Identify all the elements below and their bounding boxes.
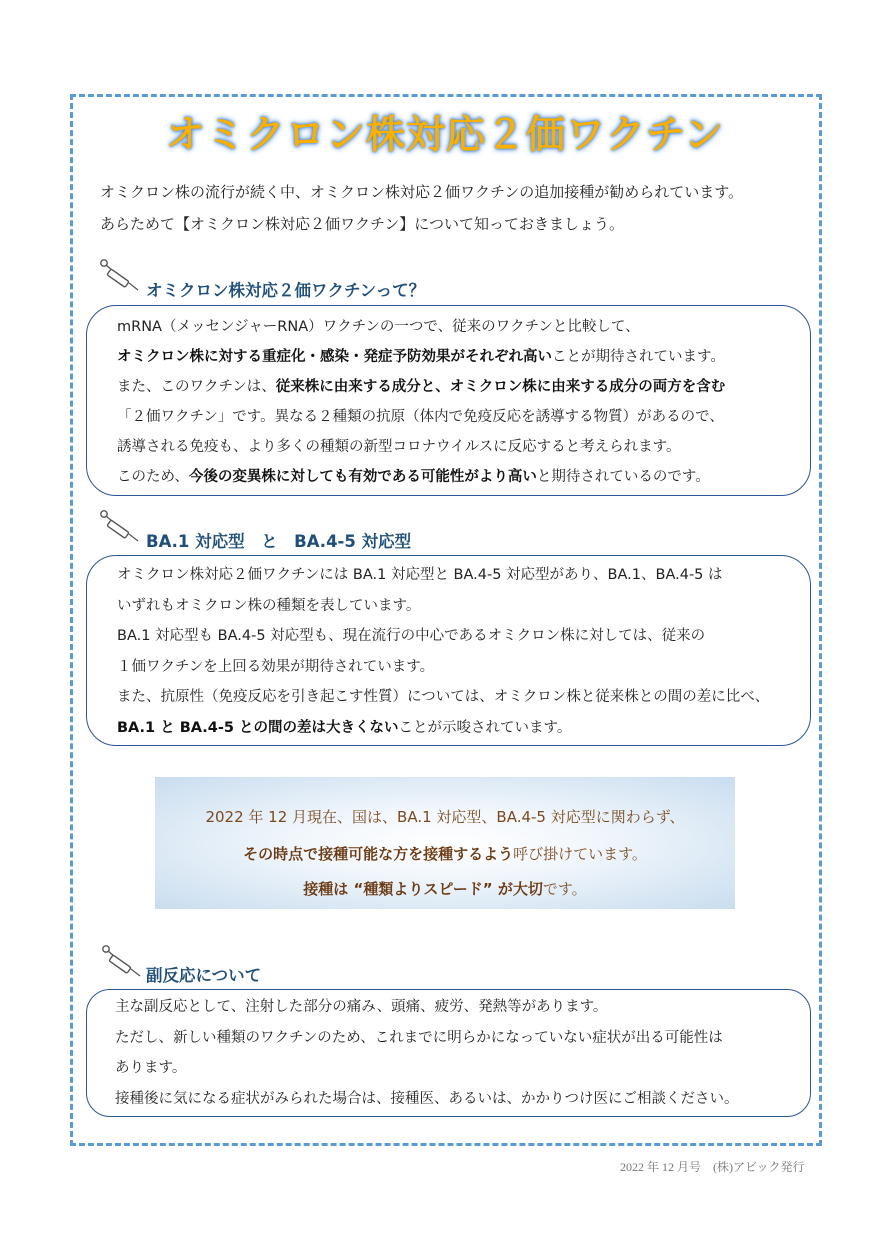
box-line: また、このワクチンは、従来株に由来する成分と、オミクロン株に由来する成分の両方を含む <box>117 379 726 395</box>
syringe-icon <box>98 258 144 292</box>
section-box-omicron-vaccine <box>86 305 811 496</box>
syringe-icon <box>98 509 144 543</box>
footer-publisher: 2022 年 12 月号 (株)アビック発行 <box>620 1160 805 1174</box>
intro-text <box>100 176 820 240</box>
box-line: 誘導される免疫も、より多くの種類の新型コロナウイルスに反応すると考えられます。 <box>117 439 681 455</box>
section-heading-omicron-vaccine: オミクロン株対応２価ワクチンって？ <box>146 281 426 300</box>
box-line: オミクロン株に対する重症化・感染・発症予防効果がそれぞれ高いことが期待されています。 <box>117 349 725 365</box>
callout-line: 接種は “種類よりスピード” が大切です。 <box>303 880 587 898</box>
box-line: BA.1 対応型も BA.4-5 対応型も、現在流行の中心であるオミクロン株に対しては、従来の <box>117 628 706 644</box>
section-heading-ba-types: BA.1 対応型 と BA.4-5 対応型 <box>146 532 412 551</box>
box-line: 「２価ワクチン」です。異なる２種類の抗原（体内で免疫反応を誘導する物質）があるので、 <box>117 409 724 425</box>
box-line: ただし、新しい種類のワクチンのため、これまでに明らかになっていない症状が出る可能性は <box>115 1029 723 1046</box>
box-line: あります。 <box>115 1060 187 1076</box>
section-box-ba-types <box>86 555 811 746</box>
box-line: 主な副反応として、注射した部分の痛み、頭痛、疲労、発熱等があります。 <box>115 999 608 1015</box>
intro-line: オミクロン株の流行が続く中、オミクロン株対応２価ワクチンの追加接種が勧められています。 <box>100 183 744 201</box>
box-line: オミクロン株対応２価ワクチンには BA.1 対応型と BA.4-5 対応型があり、BA.1、BA.4-5 は <box>117 567 723 583</box>
box-line: また、抗原性（免疫反応を引き起こす性質）については、オミクロン株と従来株との間の差に比べ、 <box>117 689 770 705</box>
page-title: オミクロン株対応２価ワクチン <box>165 114 725 157</box>
callout-box <box>155 777 735 909</box>
box-line: 接種後に気になる症状がみられた場合は、接種医、あるいは、かかりつけ医にご相談ください。 <box>115 1090 739 1107</box>
callout-line: その時点で接種可能な方を接種するよう呼び掛けています。 <box>243 845 647 863</box>
section-heading-side-effects: 副反応について <box>146 966 262 985</box>
box-line: このため、今後の変異株に対しても有効である可能性がより高いと期待されているのです。 <box>117 469 710 485</box>
callout-line: 2022 年 12 月現在、国は、BA.1 対応型、BA.4-5 対応型に関わらず、 <box>205 808 685 826</box>
box-line: mRNA（メッセンジャーRNA）ワクチンの一つで、従来のワクチンと比較して、 <box>117 319 640 335</box>
box-line: いずれもオミクロン株の種類を表しています。 <box>117 597 421 614</box>
box-line: BA.1 と BA.4-5 との間の差は大きくないことが示唆されています。 <box>117 719 572 736</box>
intro-line: あらためて【オミクロン株対応２価ワクチン】について知っておきましょう。 <box>100 215 624 233</box>
box-line: １価ワクチンを上回る効果が期待されています。 <box>117 658 435 675</box>
section-box-side-effects <box>86 989 811 1117</box>
syringe-icon <box>100 944 146 978</box>
